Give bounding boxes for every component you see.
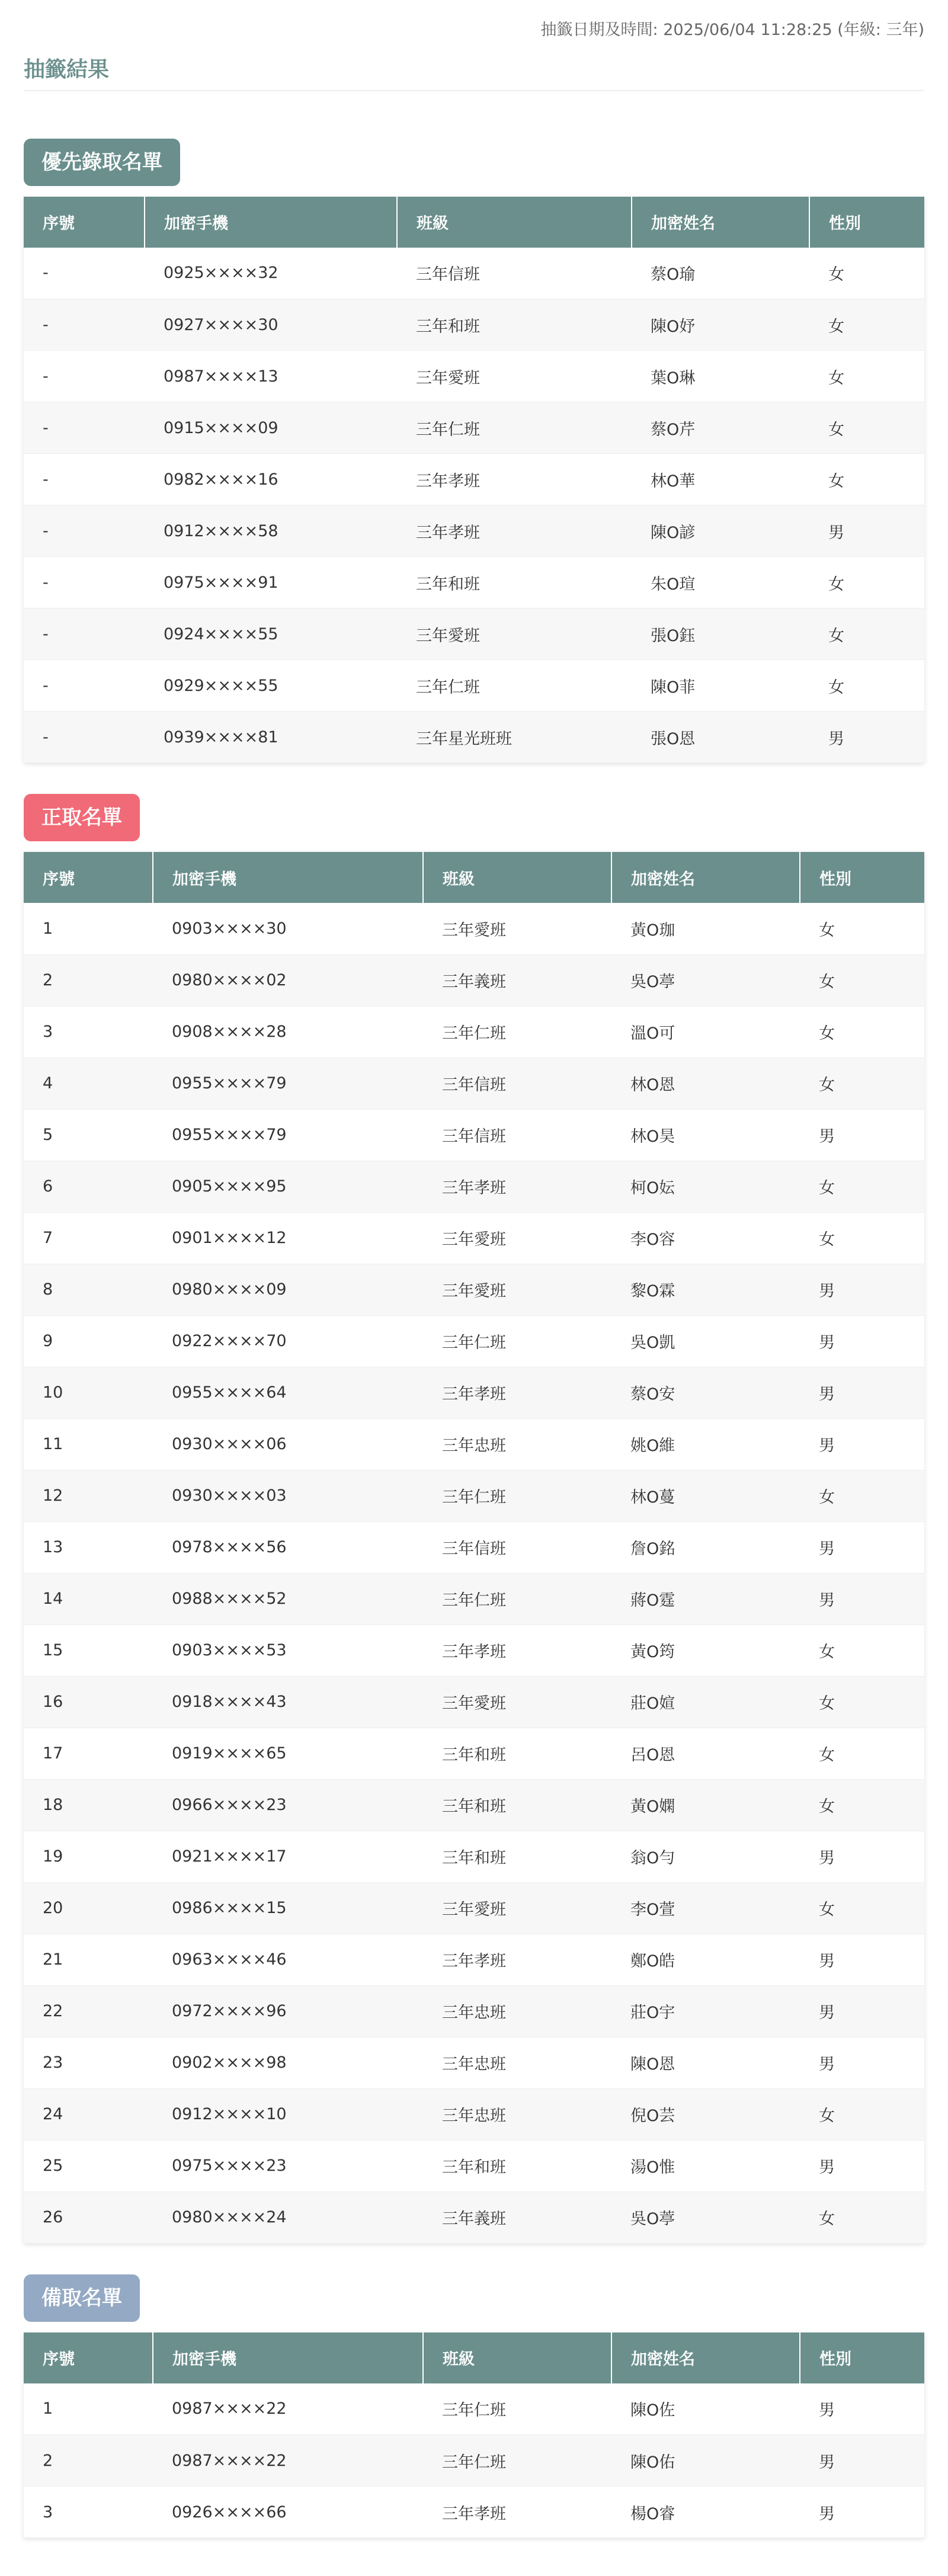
table-row xyxy=(24,1625,924,1676)
table-row xyxy=(24,2191,924,2243)
class-cell: 三年孝班 xyxy=(416,523,480,542)
name-cell: 陳O妤 xyxy=(651,317,696,336)
class-cell: 三年愛班 xyxy=(442,1901,506,1920)
seq-cell: 5 xyxy=(43,1126,53,1145)
seq-cell: 23 xyxy=(43,2053,63,2072)
seq-cell: 25 xyxy=(43,2157,63,2175)
admitted-section xyxy=(24,794,924,2244)
class-cell: 三年信班 xyxy=(442,1076,506,1095)
class-cell: 三年仁班 xyxy=(416,420,480,439)
seq-cell: 16 xyxy=(43,1693,63,1712)
column-header-class: 班級 xyxy=(397,197,632,248)
table-row xyxy=(24,954,924,1006)
priority-table xyxy=(24,197,924,764)
class-cell: 三年孝班 xyxy=(442,1179,506,1198)
name-cell: 黃O珈 xyxy=(630,921,675,940)
name-cell: 蔡O芹 xyxy=(651,420,696,439)
class-cell: 三年愛班 xyxy=(442,1694,506,1713)
class-cell: 三年星光班班 xyxy=(416,729,512,748)
table-row xyxy=(24,1728,924,1779)
gender-cell: 女 xyxy=(819,2107,835,2126)
admitted-table-header xyxy=(24,852,924,903)
column-header-phone: 加密手機 xyxy=(145,197,397,248)
table-row xyxy=(24,1418,924,1470)
seq-cell: 22 xyxy=(43,2002,63,2021)
gender-cell: 女 xyxy=(819,1746,835,1765)
gender-cell: 女 xyxy=(819,1076,835,1095)
gender-cell: 女 xyxy=(828,678,844,697)
table-row xyxy=(24,1109,924,1161)
name-cell: 蔣O霆 xyxy=(630,1591,675,1610)
class-cell: 三年信班 xyxy=(442,1127,506,1146)
gender-cell: 女 xyxy=(819,973,835,992)
waitlist-badge: 備取名單 xyxy=(24,2274,140,2322)
name-cell: 朱O瑄 xyxy=(651,575,696,594)
header-row xyxy=(24,852,924,903)
seq-cell: - xyxy=(43,728,49,746)
class-cell: 三年仁班 xyxy=(442,1488,506,1507)
gender-cell: 男 xyxy=(819,1591,835,1610)
table-row xyxy=(24,1058,924,1109)
column-header-seq: 序號 xyxy=(24,197,145,248)
gender-cell: 男 xyxy=(819,1385,835,1404)
gender-cell: 女 xyxy=(819,1024,835,1043)
column-header-name: 加密姓名 xyxy=(611,852,800,903)
table-row xyxy=(24,1264,924,1315)
table-row xyxy=(24,608,924,660)
table-row xyxy=(24,1161,924,1212)
gender-cell: 男 xyxy=(819,2158,835,2177)
class-cell: 三年和班 xyxy=(416,575,480,594)
priority-section xyxy=(24,139,924,764)
name-cell: 詹O銘 xyxy=(630,1540,675,1559)
table-row xyxy=(24,505,924,557)
table-row xyxy=(24,903,924,954)
column-header-phone: 加密手機 xyxy=(153,2333,423,2383)
class-cell: 三年愛班 xyxy=(416,626,480,645)
class-cell: 三年孝班 xyxy=(442,1952,506,1971)
column-header-gender: 性別 xyxy=(819,870,851,889)
phone-cell: 0978××××56 xyxy=(172,1538,287,1557)
phone-cell: 0903××××30 xyxy=(172,919,287,938)
class-cell: 三年和班 xyxy=(416,317,480,336)
name-cell: 蔡O瑜 xyxy=(651,265,696,284)
class-cell: 三年愛班 xyxy=(416,369,480,387)
seq-cell: - xyxy=(43,573,49,592)
class-cell: 三年愛班 xyxy=(442,1282,506,1301)
phone-cell: 0980××××09 xyxy=(172,1280,287,1299)
class-cell: 三年義班 xyxy=(442,2210,506,2229)
seq-cell: 24 xyxy=(43,2105,63,2124)
class-cell: 三年信班 xyxy=(442,1540,506,1559)
seq-cell: 15 xyxy=(43,1641,63,1660)
phone-cell: 0987××××22 xyxy=(172,2451,287,2470)
name-cell: 柯O妘 xyxy=(630,1179,675,1198)
name-cell: 莊O媗 xyxy=(630,1694,675,1713)
phone-cell: 0915××××09 xyxy=(164,418,278,437)
gender-cell: 女 xyxy=(819,1901,835,1920)
name-cell: 陳O佑 xyxy=(630,2453,675,2472)
name-cell: 李O萱 xyxy=(630,1901,675,1920)
waitlist-table xyxy=(24,2333,924,2539)
seq-cell: - xyxy=(43,521,49,540)
gender-cell: 男 xyxy=(819,2401,835,2420)
table-row xyxy=(24,1676,924,1728)
seq-cell: 11 xyxy=(43,1435,63,1454)
class-cell: 三年仁班 xyxy=(442,1591,506,1610)
class-cell: 三年仁班 xyxy=(416,678,480,697)
table-row xyxy=(24,299,924,351)
phone-cell: 0966××××23 xyxy=(172,1796,287,1815)
phone-cell: 0975××××91 xyxy=(164,573,278,592)
phone-cell: 0912××××58 xyxy=(164,521,278,540)
gender-cell: 女 xyxy=(819,2210,835,2229)
seq-cell: - xyxy=(43,470,49,489)
name-cell: 林O華 xyxy=(651,472,696,491)
phone-cell: 0986××××15 xyxy=(172,1899,287,1918)
phone-cell: 0903××××53 xyxy=(172,1641,287,1660)
class-cell: 三年孝班 xyxy=(442,1385,506,1404)
gender-cell: 女 xyxy=(819,1179,835,1198)
phone-cell: 0901××××12 xyxy=(172,1229,287,1248)
phone-cell: 0963××××46 xyxy=(172,1950,287,1969)
name-cell: 倪O芸 xyxy=(630,2107,675,2126)
gender-cell: 男 xyxy=(819,1952,835,1971)
gender-cell: 女 xyxy=(828,575,844,594)
class-cell: 三年信班 xyxy=(416,265,480,284)
class-cell: 三年忠班 xyxy=(442,2055,506,2074)
name-cell: 翁O勻 xyxy=(630,1849,675,1868)
column-header-phone: 加密手機 xyxy=(153,852,423,903)
name-cell: 楊O睿 xyxy=(630,2504,675,2523)
phone-cell: 0955××××79 xyxy=(172,1074,287,1093)
name-cell: 蔡O安 xyxy=(630,1385,675,1404)
phone-cell: 0980××××02 xyxy=(172,971,287,990)
table-row xyxy=(24,2383,924,2435)
gender-cell: 女 xyxy=(828,626,844,645)
priority-table-header xyxy=(24,197,924,248)
waitlist-table-header xyxy=(24,2333,924,2383)
gender-cell: 男 xyxy=(819,2504,835,2523)
table-row xyxy=(24,557,924,608)
name-cell: 陳O菲 xyxy=(651,678,696,697)
table-row xyxy=(24,2037,924,2088)
seq-cell: 12 xyxy=(43,1486,63,1505)
priority-list-badge: 優先錄取名單 xyxy=(24,139,180,186)
name-cell: 林O蔓 xyxy=(630,1488,675,1507)
class-cell: 三年和班 xyxy=(442,1746,506,1765)
seq-cell: 7 xyxy=(43,1229,53,1248)
column-header-gender: 性別 xyxy=(819,2350,851,2369)
class-cell: 三年孝班 xyxy=(442,2504,506,2523)
table-row xyxy=(24,1779,924,1831)
class-cell: 三年孝班 xyxy=(416,472,480,491)
table-row xyxy=(24,402,924,454)
gender-cell: 男 xyxy=(819,1127,835,1146)
name-cell: 張O恩 xyxy=(651,729,696,748)
header-row xyxy=(24,2333,924,2383)
name-cell: 黃O筠 xyxy=(630,1643,675,1662)
table-row xyxy=(24,1573,924,1625)
seq-cell: 13 xyxy=(43,1538,63,1557)
seq-cell: 4 xyxy=(43,1074,53,1093)
seq-cell: - xyxy=(43,367,49,386)
phone-cell: 0902××××98 xyxy=(172,2053,287,2072)
seq-cell: 1 xyxy=(43,2399,53,2418)
name-cell: 黃O嫻 xyxy=(630,1798,675,1816)
table-row xyxy=(24,248,924,299)
class-cell: 三年仁班 xyxy=(442,2401,506,2420)
seq-cell: 26 xyxy=(43,2208,63,2227)
gender-cell: 女 xyxy=(819,1488,835,1507)
name-cell: 陳O恩 xyxy=(630,2055,675,2074)
phone-cell: 0955××××64 xyxy=(172,1383,287,1402)
name-cell: 莊O宇 xyxy=(630,2004,675,2023)
class-cell: 三年和班 xyxy=(442,1849,506,1868)
seq-cell: - xyxy=(43,264,49,283)
column-header-name: 加密姓名 xyxy=(611,2333,800,2383)
table-row xyxy=(24,1882,924,1934)
gender-cell: 女 xyxy=(819,1643,835,1662)
class-cell: 三年仁班 xyxy=(442,1334,506,1353)
table-row xyxy=(24,1470,924,1521)
name-cell: 陳O諺 xyxy=(651,523,696,542)
seq-cell: 20 xyxy=(43,1899,63,1918)
seq-cell: - xyxy=(43,624,49,643)
phone-cell: 0929××××55 xyxy=(164,676,278,695)
name-cell: 黎O霖 xyxy=(630,1282,675,1301)
gender-cell: 女 xyxy=(819,1798,835,1816)
header-row xyxy=(24,197,924,248)
phone-cell: 0924××××55 xyxy=(164,624,278,643)
table-row xyxy=(24,1315,924,1367)
class-cell: 三年和班 xyxy=(442,1798,506,1816)
waitlist-section xyxy=(24,2274,924,2539)
name-cell: 張O鈺 xyxy=(651,626,696,645)
phone-cell: 0975××××23 xyxy=(172,2157,287,2175)
class-cell: 三年孝班 xyxy=(442,1643,506,1662)
seq-cell: 19 xyxy=(43,1847,63,1866)
name-cell: 林O昊 xyxy=(630,1127,675,1146)
seq-cell: 14 xyxy=(43,1590,63,1609)
table-row xyxy=(24,1367,924,1418)
class-cell: 三年忠班 xyxy=(442,2004,506,2023)
class-cell: 三年愛班 xyxy=(442,921,506,940)
table-row xyxy=(24,712,924,763)
gender-cell: 女 xyxy=(828,369,844,387)
column-header-seq: 序號 xyxy=(24,2333,153,2383)
phone-cell: 0987××××13 xyxy=(164,367,278,386)
seq-cell: 18 xyxy=(43,1796,63,1815)
class-cell: 三年仁班 xyxy=(442,1024,506,1043)
seq-cell: 17 xyxy=(43,1744,63,1763)
gender-cell: 男 xyxy=(819,2004,835,2023)
phone-cell: 0988××××52 xyxy=(172,1590,287,1609)
gender-cell: 男 xyxy=(828,523,844,542)
table-row xyxy=(24,2435,924,2487)
class-cell: 三年忠班 xyxy=(442,2107,506,2126)
phone-cell: 0972××××96 xyxy=(172,2002,287,2021)
seq-cell: - xyxy=(43,418,49,437)
seq-cell: 3 xyxy=(43,1023,53,1042)
seq-cell: 8 xyxy=(43,1280,53,1299)
seq-cell: - xyxy=(43,315,49,334)
table-row xyxy=(24,1985,924,2037)
seq-cell: 21 xyxy=(43,1950,63,1969)
phone-cell: 0908××××28 xyxy=(172,1023,287,1042)
gender-cell: 男 xyxy=(819,1334,835,1353)
phone-cell: 0939××××81 xyxy=(164,728,278,746)
seq-cell: 9 xyxy=(43,1332,53,1351)
table-row xyxy=(24,1212,924,1264)
draw-timestamp: 抽籤日期及時間: 2025/06/04 11:28:25 (年級: 三年) xyxy=(540,21,924,39)
phone-cell: 0905××××95 xyxy=(172,1177,287,1196)
table-row xyxy=(24,2487,924,2538)
phone-cell: 0955××××79 xyxy=(172,1126,287,1145)
gender-cell: 男 xyxy=(819,1540,835,1559)
table-row xyxy=(24,454,924,505)
name-cell: 溫O可 xyxy=(630,1024,675,1043)
table-row xyxy=(24,1831,924,1882)
column-header-class: 班級 xyxy=(423,852,611,903)
gender-cell: 男 xyxy=(819,1849,835,1868)
seq-cell: 6 xyxy=(43,1177,53,1196)
gender-cell: 女 xyxy=(819,1231,835,1249)
seq-cell: 2 xyxy=(43,2451,53,2470)
table-row xyxy=(24,1521,924,1573)
class-cell: 三年忠班 xyxy=(442,1437,506,1456)
phone-cell: 0922××××70 xyxy=(172,1332,287,1351)
phone-cell: 0927××××30 xyxy=(164,315,278,334)
page-title: 抽籤結果 xyxy=(24,58,924,91)
gender-cell: 女 xyxy=(828,265,844,284)
name-cell: 吳O葶 xyxy=(630,2210,675,2229)
gender-cell: 男 xyxy=(819,1282,835,1301)
gender-cell: 女 xyxy=(819,921,835,940)
class-cell: 三年和班 xyxy=(442,2158,506,2177)
gender-cell: 女 xyxy=(828,317,844,336)
phone-cell: 0918××××43 xyxy=(172,1693,287,1712)
name-cell: 林O恩 xyxy=(630,1076,675,1095)
name-cell: 湯O惟 xyxy=(630,2158,675,2177)
gender-cell: 男 xyxy=(819,2453,835,2472)
class-cell: 三年義班 xyxy=(442,973,506,992)
table-row xyxy=(24,1934,924,1985)
phone-cell: 0987××××22 xyxy=(172,2399,287,2418)
column-header-gender: 性別 xyxy=(829,214,861,233)
column-header-seq: 序號 xyxy=(24,852,153,903)
table-row xyxy=(24,351,924,402)
phone-cell: 0930××××03 xyxy=(172,1486,287,1505)
phone-cell: 0930××××06 xyxy=(172,1435,287,1454)
gender-cell: 男 xyxy=(828,729,844,748)
admitted-list-badge: 正取名單 xyxy=(24,794,140,841)
phone-cell: 0919××××65 xyxy=(172,1744,287,1763)
phone-cell: 0925××××32 xyxy=(164,264,278,283)
gender-cell: 男 xyxy=(819,2055,835,2074)
seq-cell: 2 xyxy=(43,971,53,990)
seq-cell: 1 xyxy=(43,919,53,938)
priority-table-body xyxy=(24,248,924,763)
waitlist-table-body xyxy=(24,2383,924,2538)
column-header-class: 班級 xyxy=(423,2333,611,2383)
gender-cell: 男 xyxy=(819,1437,835,1456)
name-cell: 姚O維 xyxy=(630,1437,675,1456)
name-cell: 葉O琳 xyxy=(651,369,696,387)
phone-cell: 0921××××17 xyxy=(172,1847,287,1866)
name-cell: 鄭O皓 xyxy=(630,1952,675,1971)
name-cell: 陳O佐 xyxy=(630,2401,675,2420)
name-cell: 呂O恩 xyxy=(630,1746,675,1765)
phone-cell: 0912××××10 xyxy=(172,2105,287,2124)
admitted-table xyxy=(24,852,924,2244)
gender-cell: 女 xyxy=(819,1694,835,1713)
gender-cell: 女 xyxy=(828,472,844,491)
name-cell: 吳O凱 xyxy=(630,1334,675,1353)
column-header-name: 加密姓名 xyxy=(632,197,809,248)
table-row xyxy=(24,660,924,712)
table-row xyxy=(24,1006,924,1058)
table-row xyxy=(24,2140,924,2191)
table-row xyxy=(24,2088,924,2140)
phone-cell: 0926××××66 xyxy=(172,2503,287,2521)
admitted-table-body xyxy=(24,903,924,2243)
name-cell: 李O容 xyxy=(630,1231,675,1249)
phone-cell: 0980××××24 xyxy=(172,2208,287,2227)
phone-cell: 0982××××16 xyxy=(164,470,278,489)
seq-cell: 3 xyxy=(43,2503,53,2521)
name-cell: 吳O葶 xyxy=(630,973,675,992)
seq-cell: 10 xyxy=(43,1383,63,1402)
gender-cell: 女 xyxy=(828,420,844,439)
class-cell: 三年愛班 xyxy=(442,1231,506,1249)
class-cell: 三年仁班 xyxy=(442,2453,506,2472)
seq-cell: - xyxy=(43,676,49,695)
